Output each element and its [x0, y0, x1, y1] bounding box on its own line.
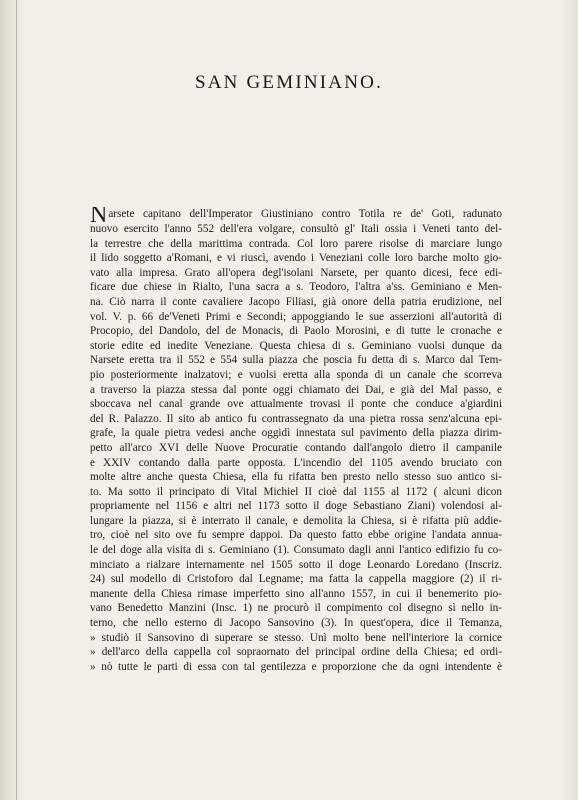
text-line: minciato a rialzare internamente nel 1505 sotto il doge Leonardo Loredano (Inscriz.: [90, 558, 502, 571]
text-line: nuovo esercito l'anno 552 dell'era volgare, consultò gl' Itali ossia i Veneti tanto del-: [90, 223, 502, 235]
text-line: la terrestre che della marittima contrada. Col loro parere risolse di marciare lungo: [90, 237, 502, 250]
text-line: vano Benedetto Manzini (Insc. 1) ne procurò il compimento col disegno sì nello in-: [90, 602, 502, 615]
text-line: molte altre anche questa Chiesa, ella fu rifatta ben presto nello stesso suo antico si-: [90, 471, 502, 484]
text-line: » dell'arco della cappella col sopraornato del principal ordine della Chiesa; ed ordi-: [90, 646, 502, 659]
text-line: il lido soggetto a'Romani, e vi riuscì, avendo i Veneziani colle loro barche molto gio-: [90, 252, 502, 265]
text-line: a traverso la piazza stessa dal ponte oggi chiamato dei Dai, e già del Mal passo, e: [90, 383, 502, 396]
text-line: to. Ma sotto il principato di Vital Michiel II cioè dal 1155 al 1172 ( alcuni dicon: [90, 485, 502, 498]
text-line: manente della Chiesa rimase imperfetto sino all'anno 1557, in cui il benemerito pio-: [90, 587, 502, 600]
text-line: na. Ciò narra il conte cavaliere Jacopo Filiasi, già onore della patria erudizione, nel: [90, 295, 502, 308]
text-line: pio posteriormente inalzatovi; e vuolsi eretta alla sponda di un canale che scorreva: [90, 368, 502, 381]
text-line: lungare la piazza, si è interrato il canale, e demolita la Chiesa, si è rifatta più addie-: [90, 514, 502, 527]
text-line: storie edite ed inedite Veneziane. Questa chiesa di s. Geminiano vuolsi dunque da: [90, 339, 502, 352]
text-line: del R. Palazzo. Il sito ab antico fu contrassegnato da una pietra rossa senz'alcuna epi-: [90, 412, 502, 425]
text-line: sboccava nel canal grande ove attualmente trovasi il ponte che conduce a'giardini: [90, 398, 502, 411]
text-line: petto all'arco XVI delle Nuove Procuratie contando dall'angolo dietro il campanile: [90, 441, 502, 454]
body-text: [90, 207, 502, 674]
text-line: » studiò il Sansovino di superare se stesso. Unì molto bene nell'interiore la cornice: [90, 631, 502, 644]
text-line: grafe, la quale pietra vedesi anche oggidì innestata sul pavimento della piazza dirim-: [90, 427, 502, 440]
text-line: le del doge alla visita di s. Geminiano (1). Consumato dagli anni l'antico edifizio fu co-: [90, 544, 502, 557]
text-line: propriamente nel 1156 e altri nel 1173 sotto il doge Sebastiano Ziani) volendosi al-: [90, 500, 502, 513]
text-line: tro, cioè nel sito ove fu sempre dappoi. Da questo fatto ebbe origine l'andata annua-: [90, 529, 502, 542]
text-line: e XXIV contando dalla parte opposta. L'incendio del 1105 avendo bruciato con: [90, 456, 502, 469]
text-line: Narsete capitano dell'Imperator Giustiniano contro Totila re de' Goti, radunato: [90, 207, 502, 222]
text-line: 24) sul modello di Cristoforo dal Legname; ma fatta la cappella maggiore (2) il ri-: [90, 573, 502, 586]
text-line: Narsete eretta tra il 552 e 554 sulla piazza che poscia fu detta di s. Marco dal Tem-: [90, 354, 502, 367]
text-line: terno, che nello esterno di Jacopo Sansovino (3). In quest'opera, dice il Temanza,: [90, 617, 502, 630]
page-title: SAN GEMINIANO.: [194, 72, 384, 93]
drop-cap: N: [90, 207, 108, 222]
text-line: vato alla impresa. Grato all'opera degl'isolani Narsete, per quanto dicesi, fece edi-: [90, 266, 502, 279]
text-line: » nò tutte le parti di essa con tal gentilezza e proporzione che da ogni intendente è: [90, 660, 502, 673]
text-line: Procopio, del Dandolo, del de Monacis, di Paolo Morosini, e di tutte le cronache e: [90, 325, 502, 338]
text-line: ficare due chiese in Rialto, l'una sacra a s. Teodoro, l'altra a'ss. Geminiano e Men-: [90, 281, 502, 294]
text-line: vol. V. p. 66 de'Veneti Primi e Secondi; appoggiando le sue asserzioni all'autorità di: [90, 310, 502, 323]
binding-gutter: [16, 0, 17, 800]
